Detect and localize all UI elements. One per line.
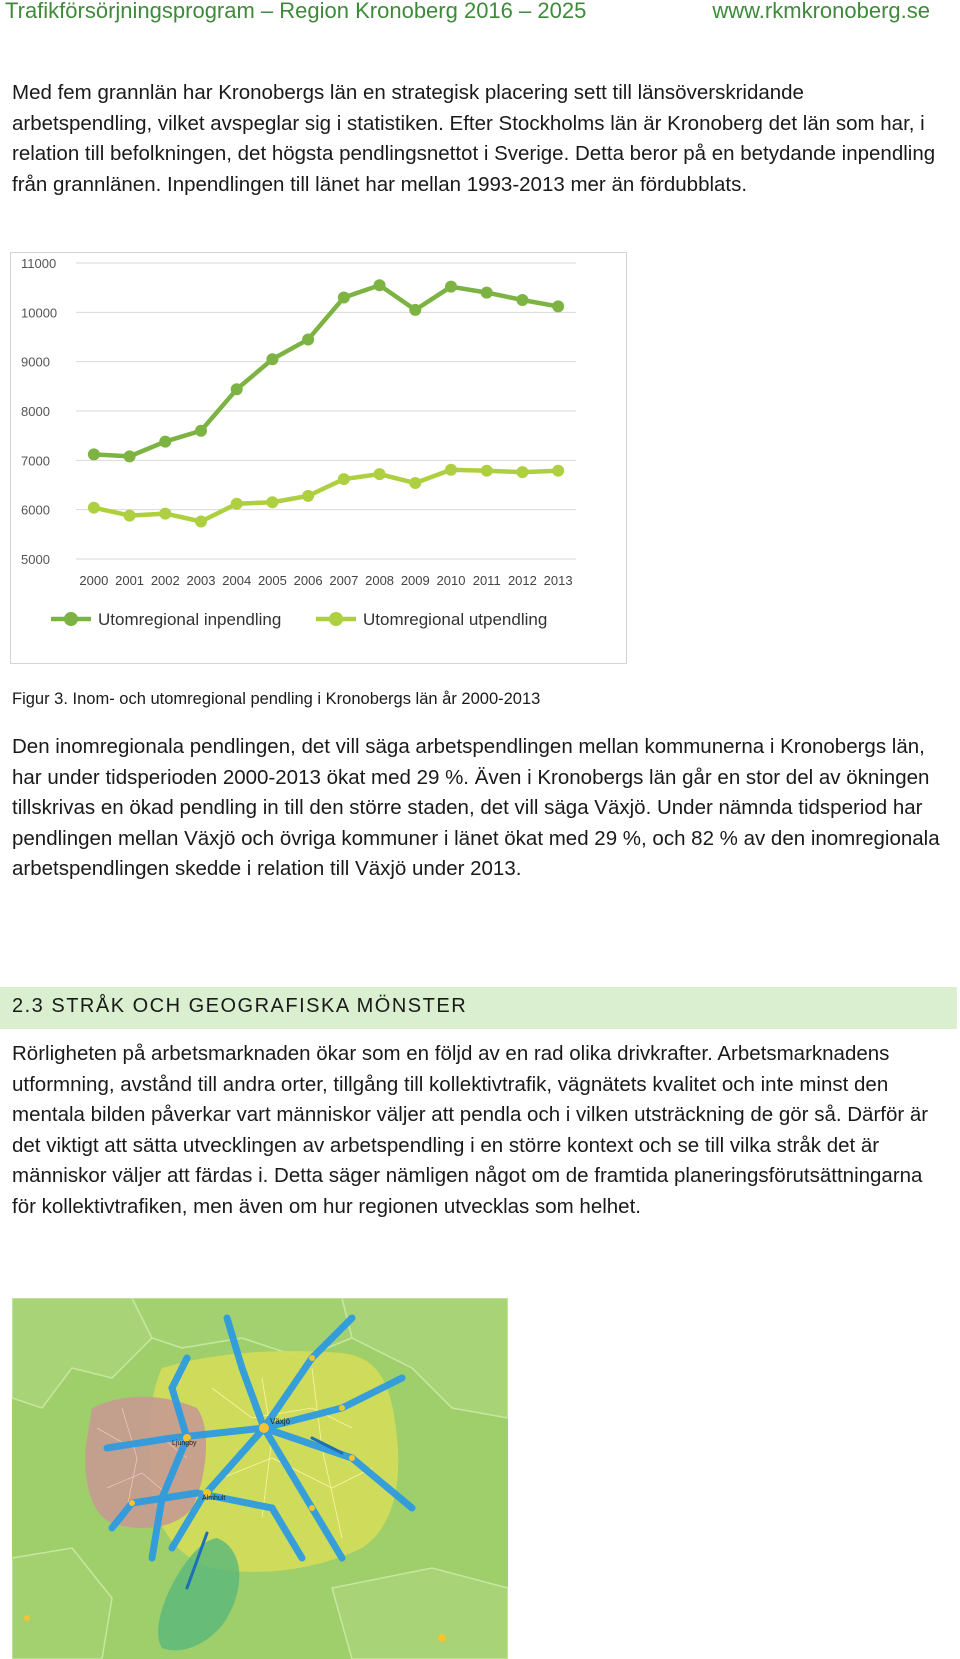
data-point [302, 490, 314, 502]
figure-caption: Figur 3. Inom- och utomregional pendling i Kronobergs län år 2000-2013 [12, 690, 541, 708]
y-tick-label: 6000 [21, 502, 50, 518]
data-point [481, 287, 493, 299]
map-label-ljungby: Ljungby [172, 1440, 197, 1447]
data-point [552, 465, 564, 477]
y-tick-label: 7000 [21, 453, 50, 469]
data-point [231, 383, 243, 395]
x-tick-label: 2013 [543, 573, 573, 588]
data-point [124, 510, 136, 522]
data-point [338, 292, 350, 304]
x-tick-label: 2004 [222, 573, 252, 588]
data-point [374, 279, 386, 291]
commuting-chart [10, 252, 627, 664]
y-tick-label: 9000 [21, 354, 50, 370]
section-heading-bar [0, 987, 957, 1029]
data-point [516, 294, 528, 306]
x-tick-label: 2006 [293, 573, 323, 588]
website-link[interactable]: www.rkmkronoberg.se [712, 0, 930, 23]
x-tick-label: 2002 [150, 573, 180, 588]
x-tick-label: 2000 [79, 573, 109, 588]
x-tick-label: 2003 [186, 573, 216, 588]
data-point [195, 516, 207, 528]
data-point [409, 477, 421, 489]
data-point [302, 333, 314, 345]
x-tick-label: 2005 [257, 573, 287, 588]
y-tick-label: 11000 [21, 256, 57, 271]
y-tick-label: 10000 [21, 305, 58, 321]
data-point [374, 468, 386, 480]
data-point [159, 508, 171, 520]
data-point [195, 425, 207, 437]
document-header-title: Trafikförsörjningsprogram – Region Kronoberg 2016 – 2025 [5, 0, 587, 23]
section-heading: 2.3 STRÅK OCH GEOGRAFISKA MÖNSTER [12, 995, 468, 1017]
commuting-line-chart [11, 253, 626, 663]
legend-swatch-marker [329, 612, 343, 626]
intro-paragraph: Med fem grannlän har Kronobergs län en strategisk placering sett till länsöverskridande arbetspendling, vilket avspeglar sig i statistiken. Efter Stockholms län är Kronoberg det län som har, i relation till befolkningen, det högsta pendlingsnettot i Sverige. Detta beror på en betydande inpendling från grannlänen. Inpendlingen till länet har mellan 1993-2013 mer än fördubblats. [12, 81, 936, 196]
map-label-almhult: Älmhult [202, 1495, 226, 1502]
data-point [124, 450, 136, 462]
x-tick-label: 2011 [472, 573, 501, 588]
data-point [88, 502, 100, 514]
data-point [159, 436, 171, 448]
data-point [88, 448, 100, 460]
x-tick-label: 2012 [507, 573, 537, 588]
map-label-vaxjo: Växjö [270, 1417, 291, 1426]
data-point [266, 353, 278, 365]
y-tick-label: 8000 [21, 404, 50, 419]
data-point [445, 281, 457, 293]
x-tick-label: 2010 [436, 573, 466, 588]
y-tick-label: 5000 [21, 552, 50, 567]
regional-commuting-map [12, 1298, 508, 1659]
data-point [266, 496, 278, 508]
data-point [445, 464, 457, 476]
x-tick-label: 2007 [329, 573, 359, 588]
x-tick-label: 2008 [365, 573, 395, 588]
data-point [552, 300, 564, 312]
data-point [231, 498, 243, 510]
data-point [338, 473, 350, 485]
data-point [409, 304, 421, 316]
data-point [481, 465, 493, 477]
legend-label: Utomregional utpendling [363, 610, 548, 629]
x-tick-label: 2001 [115, 573, 145, 588]
legend-swatch-marker [64, 612, 78, 626]
data-point [516, 466, 528, 478]
rorlighet-paragraph: Rörligheten på arbetsmarknaden ökar som en följd av en rad olika drivkrafter. Arbetsmarknadens utformning, avstånd till andra orter, tillgång till kollektivtrafik, vägnätets kvalitet och inte minst den mentala bilden påverkar vart människor väljer att pendla och i vilken utsträckning de gör så. Därför är det viktigt att sätta utvecklingen av arbetspendling i en större kontext och se till vilka stråk det är människor väljer att färdas i. Detta säger nämligen något om de framtida planeringsförutsättningarna för kollektivtrafiken, men även om hur regionen utvecklas som helhet. [12, 1042, 929, 1218]
series-line-1 [94, 285, 558, 456]
inomregional-paragraph: Den inomregionala pendlingen, det vill säga arbetspendlingen mellan kommunerna i Kronobergs län, har under tidsperioden 2000-2013 ökat med 29 %. Även i Kronobergs län går en stor del av ökningen tillskrivas en ökad pendling in till den större staden, det vill säga Växjö. Under nämnda tidsperiod har pendlingen mellan Växjö och övriga kommuner i länet ökat med 29 %, och 82 % av den inomregionala arbetspendlingen skedde i relation till Växjö under 2013. [12, 735, 940, 880]
x-tick-label: 2009 [400, 573, 430, 588]
legend-label: Utomregional inpendling [98, 610, 282, 629]
